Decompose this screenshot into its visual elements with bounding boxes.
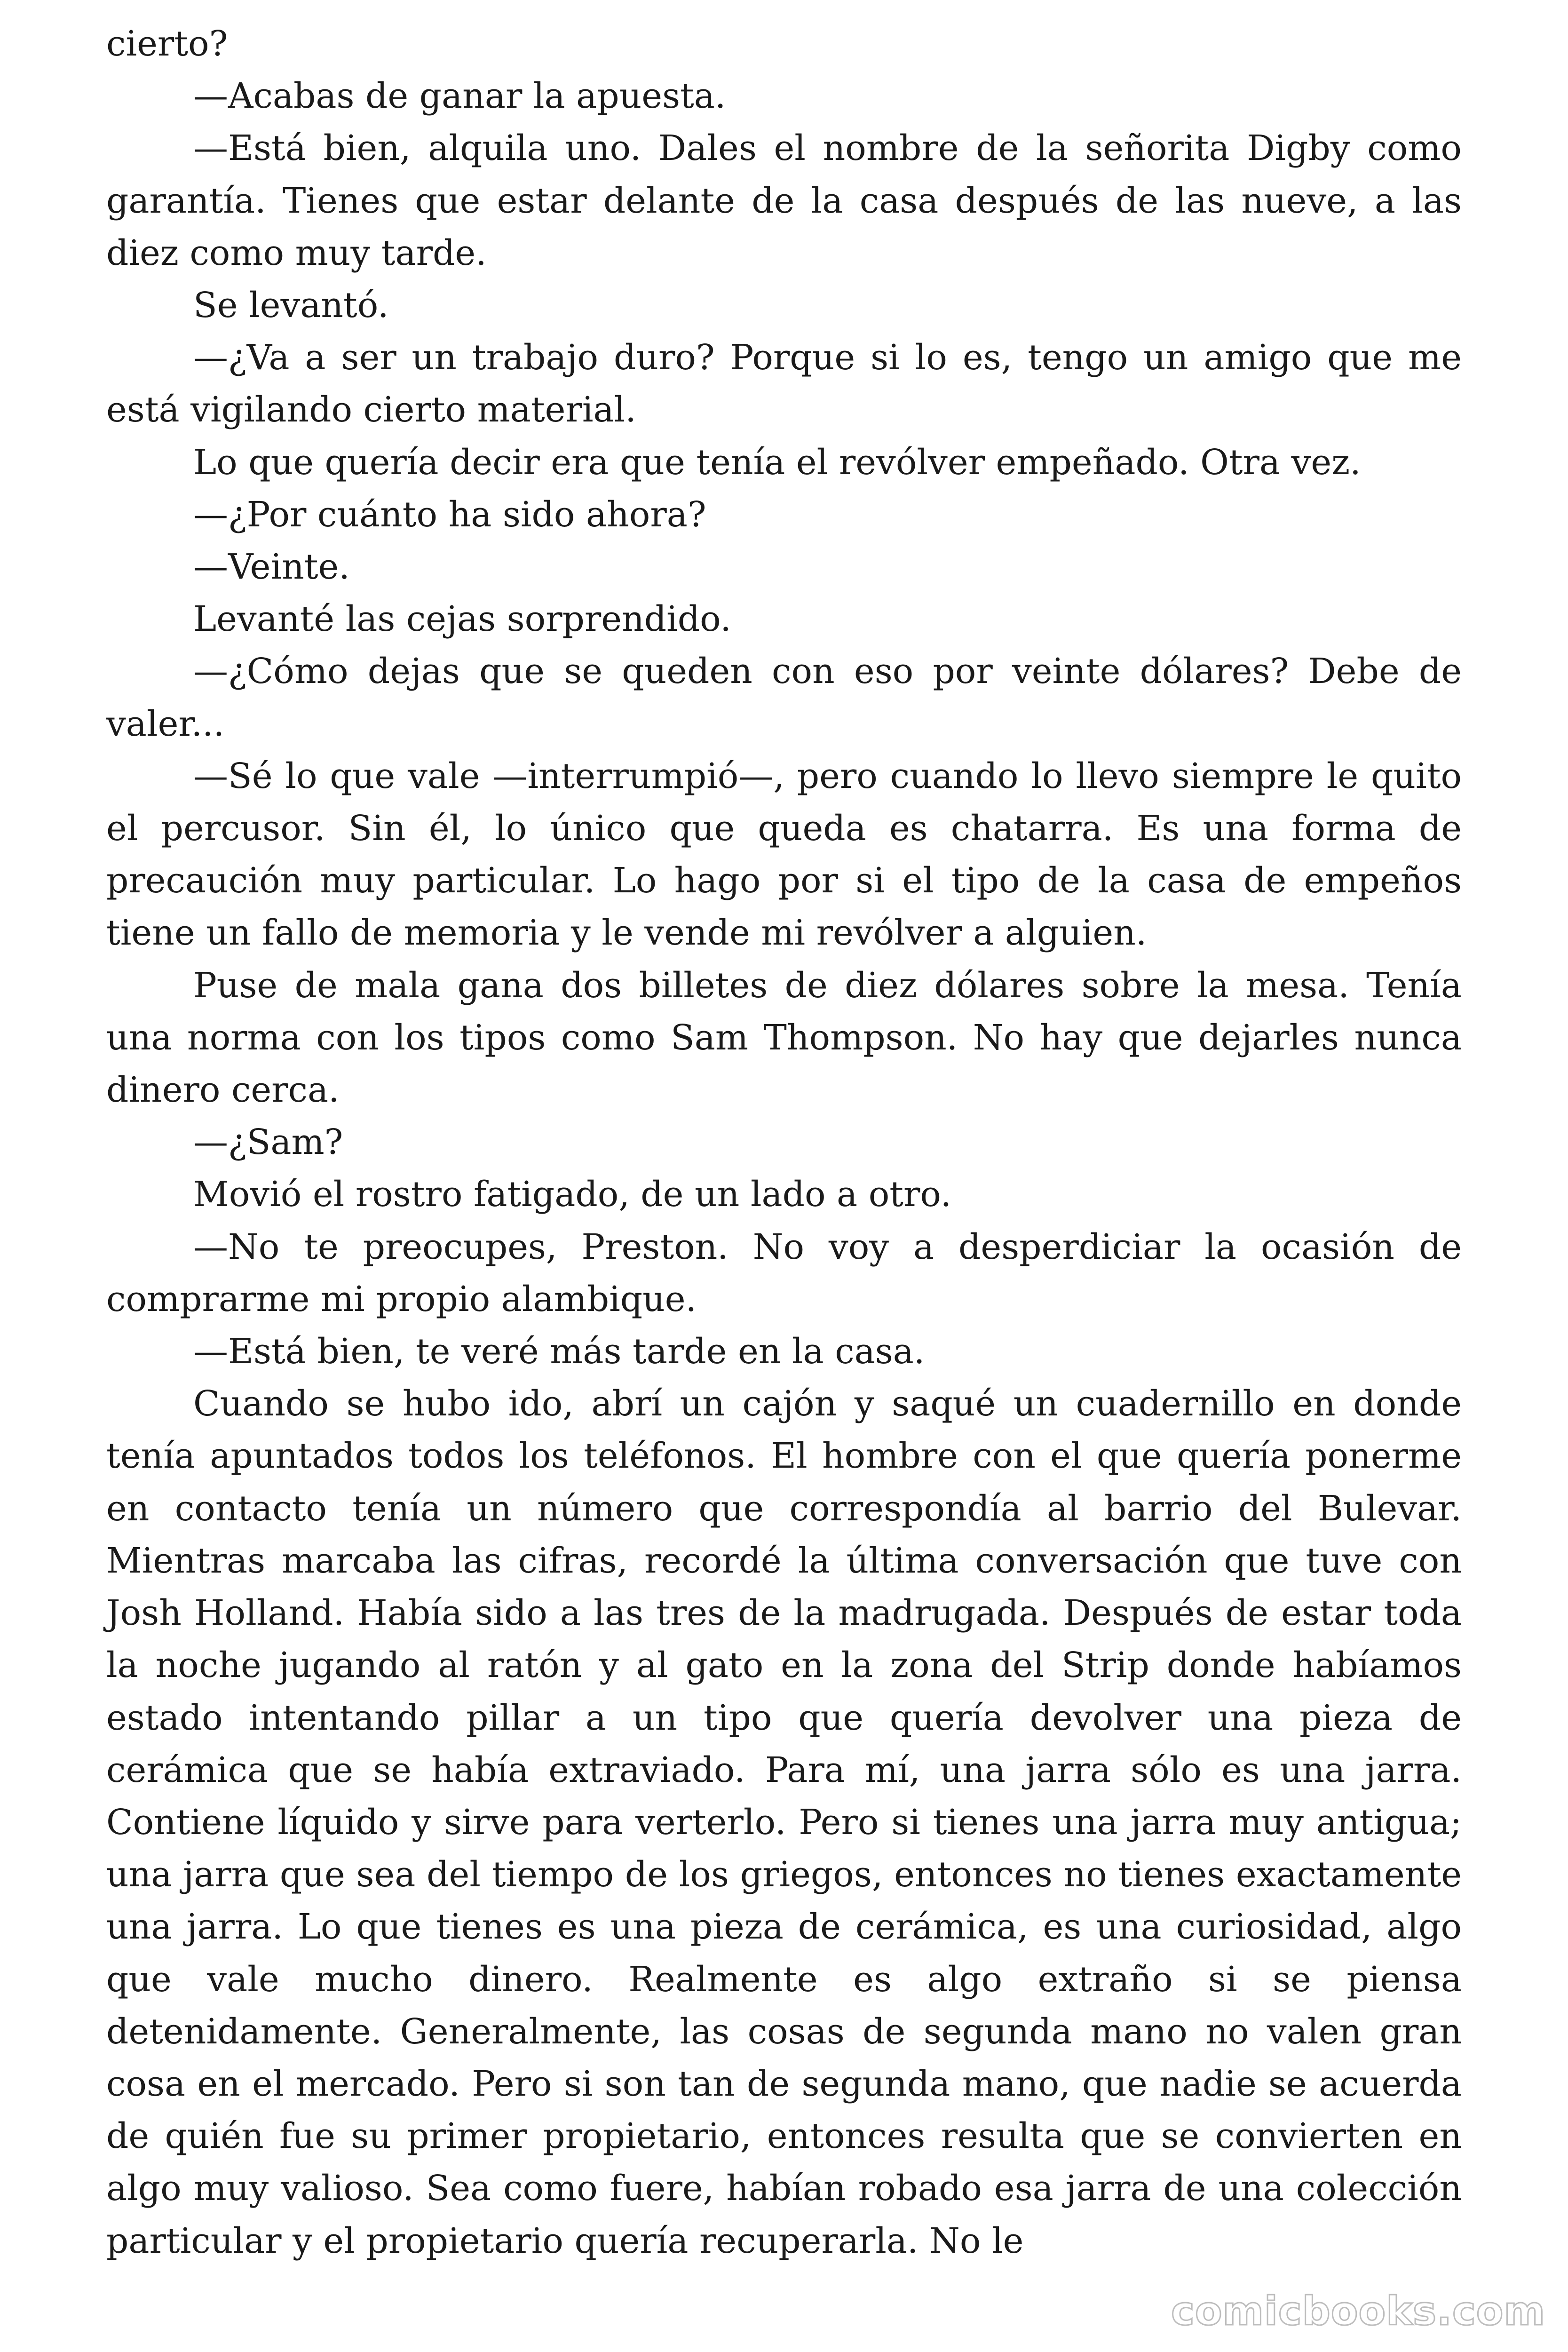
svg-text:comicbooks.com: comicbooks.com bbox=[1171, 2288, 1545, 2334]
paragraph-9: Levanté las cejas sorprendido. bbox=[193, 599, 731, 640]
paragraph-3: —Está bien, alquila uno. Dales el nombre de la señorita Digby como garantía. Tienes que estar delante de la casa después de las nueve, a las diez como muy tarde. bbox=[106, 128, 1462, 273]
paragraph-15: —No te preocupes, Preston. No voy a desperdiciar la ocasión de comprarme mi propio alambique. bbox=[106, 1226, 1462, 1319]
paragraph-16: —Está bien, te veré más tarde en la casa. bbox=[193, 1331, 925, 1372]
paragraph-5: —¿Va a ser un trabajo duro? Porque si lo es, tengo un amigo que me está vigilando cierto material. bbox=[106, 337, 1462, 430]
paragraph-17: Cuando se hubo ido, abrí un cajón y saqué un cuadernillo en donde tenía apuntados todos los teléfonos. El hombre con el que quería ponerme en contacto tenía un número que correspondía al barrio del Bulevar. Mientras marcaba las cifras, recordé la última conversación que tuve con Josh Holland. Había sido a las tres de la madrugada. Después de estar toda la noche jugando al ratón y al gato en la zona del Strip donde habíamos estado intentando pillar a un tipo que quería devolver una pieza de cerámica que se había extraviado. Para mí, una jarra sólo es una jarra. Contiene líquido y sirve para verterlo. Pero si tienes una jarra muy antigua; una jarra que sea del tiempo de los griegos, entonces no tienes exactamente una jarra. Lo que tienes es una pieza de cerámica, es una curiosidad, algo que vale mucho dinero. Realmente es algo extraño si se piensa detenidamente. Generalmente, las cosas de segunda mano no valen gran cosa en el mercado. Pero si son tan de segunda mano, que nadie se acuerda de quién fue su primer propietario, entonces resulta que se convierten en algo muy valioso. Sea como fuere, habían robado esa jarra de una colección particular y el propietario quería recuperarla. No le bbox=[106, 1383, 1462, 2261]
body-text bbox=[106, 18, 1462, 2267]
paragraph-12: Puse de mala gana dos billetes de diez dólares sobre la mesa. Tenía una norma con los tipos como Sam Thompson. No hay que dejarles nunca dinero cerca. bbox=[106, 965, 1462, 1111]
paragraph-1: cierto? bbox=[106, 24, 228, 64]
paragraph-13: —¿Sam? bbox=[193, 1122, 343, 1163]
paragraph-6: Lo que quería decir era que tenía el revólver empeñado. Otra vez. bbox=[193, 442, 1361, 483]
paragraph-10: —¿Cómo dejas que se queden con eso por veinte dólares? Debe de valer... bbox=[106, 651, 1462, 744]
watermark-logo bbox=[1164, 2286, 1550, 2338]
paragraph-11: —Sé lo que vale —interrumpió—, pero cuando lo llevo siempre le quito el percusor. Sin él, lo único que queda es chatarra. Es una forma de precaución muy particular. Lo hago por si el tipo de la casa de empeños tiene un fallo de memoria y le vende mi revólver a alguien. bbox=[106, 755, 1462, 954]
paragraph-8: —Veinte. bbox=[193, 547, 350, 588]
paragraph-14: Movió el rostro fatigado, de un lado a otro. bbox=[193, 1174, 952, 1215]
paragraph-4: Se levantó. bbox=[193, 285, 389, 326]
paragraph-2: —Acabas de ganar la apuesta. bbox=[193, 76, 726, 117]
paragraph-7: —¿Por cuánto ha sido ahora? bbox=[193, 494, 706, 535]
